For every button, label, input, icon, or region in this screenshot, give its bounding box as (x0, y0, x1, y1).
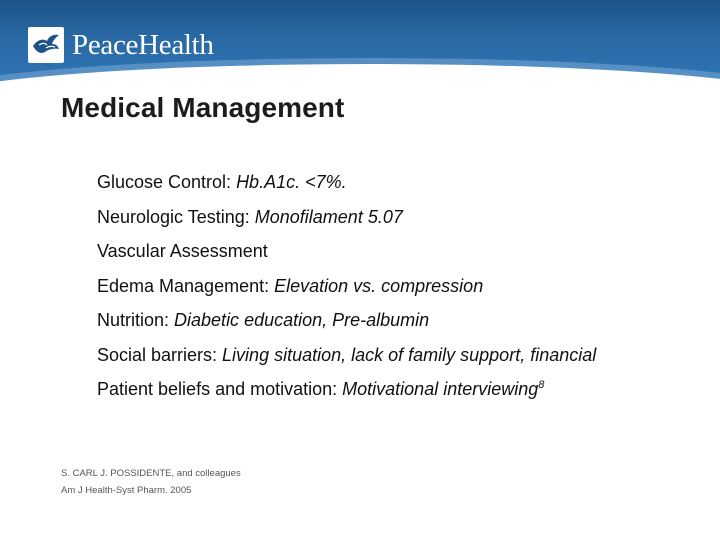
list-item-nutrition (97, 308, 596, 343)
bullet-label: Vascular Assessment (97, 241, 268, 261)
bullet-list (97, 170, 596, 412)
peacehealth-logo (28, 24, 214, 66)
list-item-beliefs (97, 377, 596, 412)
page-title: Medical Management (61, 92, 345, 123)
citation (61, 465, 241, 499)
list-item-neurologic (97, 205, 596, 240)
bullet-label: Glucose Control: (97, 172, 237, 192)
list-item-glucose (97, 170, 596, 205)
bullet-detail: Living situation, lack of family support, financial (222, 344, 597, 365)
bullet-label: Patient beliefs and motivation: (97, 379, 343, 399)
bullet-detail: Hb.A1c. <7%. (236, 172, 347, 192)
brand-name: PeaceHealth (72, 28, 214, 61)
bullet-label: Neurologic Testing: (97, 206, 255, 227)
citation-marker: 8 (538, 379, 545, 391)
list-item-edema (97, 274, 596, 309)
list-item-vascular (97, 239, 596, 274)
dove-icon (28, 27, 64, 63)
bullet-detail: Monofilament 5.07 (254, 206, 403, 227)
bullet-detail: Elevation vs. compression (274, 275, 484, 296)
list-item-social (97, 343, 596, 378)
bullet-label: Edema Management: (97, 275, 275, 296)
citation-authors: S. CARL J. POSSIDENTE, and colleagues (61, 468, 241, 479)
bullet-detail: Diabetic education, Pre-albumin (174, 310, 430, 330)
citation-journal: Am J Health-Syst Pharm. 2005 (61, 485, 192, 496)
header-band (0, 0, 720, 88)
bullet-label: Nutrition: (97, 310, 175, 330)
bullet-detail: Motivational interviewing (342, 379, 539, 399)
bullet-label: Social barriers: (97, 344, 223, 365)
